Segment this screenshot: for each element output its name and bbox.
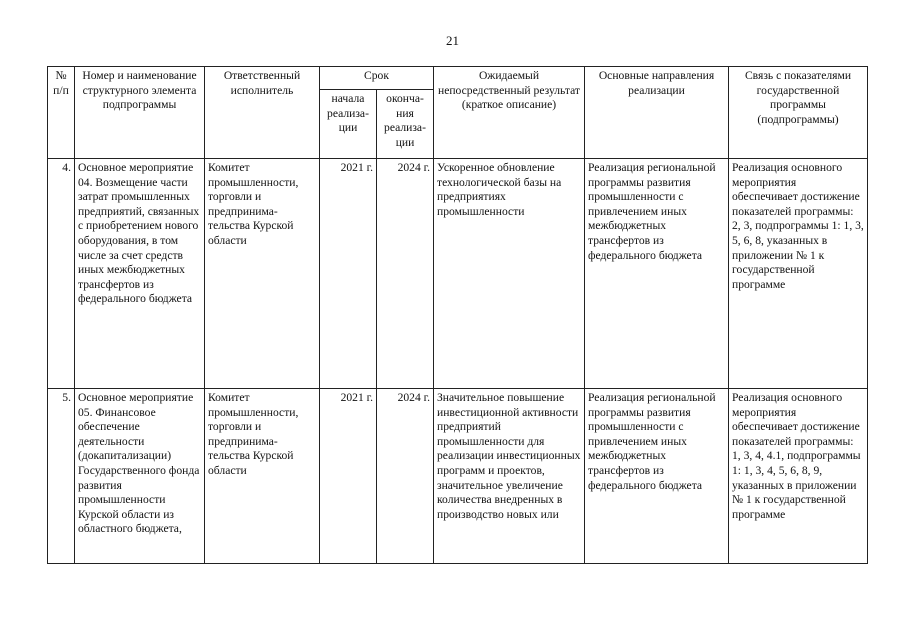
row-end: 2024 г. [377, 159, 434, 389]
header-responsible: Ответственный исполнитель [205, 67, 320, 159]
row-result: Значительное повышение инвестиционной активности предприятий промышленности для реализации инвестиционных программ и проектов, значительное увеличение количества внедренных в производство новых или [434, 389, 585, 564]
row-link: Реализация основного мероприятия обеспечивает достижение показателей программы: 1, 3, 4, 4.1, подпрограммы 1: 1, 3, 4, 5, 6, 8, 9, указанных в приложении № 1 к государственной программе [729, 389, 868, 564]
table-row [48, 389, 868, 564]
header-name: Номер и наименование структурного элемента подпрограммы [75, 67, 205, 159]
row-link: Реализация основного мероприятия обеспечивает достижение показателей программы: 2, 3, подпрограммы 1: 1, 3, 5, 6, 8, указанных в приложении № 1 к государственной программе [729, 159, 868, 389]
header-row [48, 67, 868, 90]
row-num: 5. [48, 389, 75, 564]
row-directions: Реализация региональной программы развития промышленности с привлечением иных межбюджетных трансфертов из федерального бюджета [585, 159, 729, 389]
row-start: 2021 г. [320, 159, 377, 389]
header-term-start: начала реализа-ции [320, 90, 377, 159]
header-term: Срок [320, 67, 434, 90]
row-responsible: Комитет промышленности, торговли и предпринима-тельства Курской области [205, 389, 320, 564]
row-start: 2021 г. [320, 389, 377, 564]
row-result: Ускоренное обновление технологической базы на предприятиях промышленности [434, 159, 585, 389]
table-row [48, 159, 868, 389]
header-link: Связь с показателями государственной программы (подпрограммы) [729, 67, 868, 159]
header-result: Ожидаемый непосредственный результат (краткое описание) [434, 67, 585, 159]
header-num: № п/п [48, 67, 75, 159]
row-responsible: Комитет промышленности, торговли и предпринима-тельства Курской области [205, 159, 320, 389]
row-directions: Реализация региональной программы развития промышленности с привлечением иных межбюджетных трансфертов из федерального бюджета [585, 389, 729, 564]
header-term-end: оконча-ния реализа-ции [377, 90, 434, 159]
row-num: 4. [48, 159, 75, 389]
page-number: 21 [446, 33, 459, 48]
header-directions: Основные направления реализации [585, 67, 729, 159]
row-name: Основное мероприятие 05. Финансовое обеспечение деятельности (докапитализации) Государственного фонда развития промышленности Курской области из областного бюджета, [75, 389, 205, 564]
row-end: 2024 г. [377, 389, 434, 564]
row-name: Основное мероприятие 04. Возмещение части затрат промышленных предприятий, связанных с приобретением нового оборудования, в том числе за счет средств иных межбюджетных трансфертов из федерального бюджета [75, 159, 205, 389]
subprogram-table [47, 66, 868, 564]
